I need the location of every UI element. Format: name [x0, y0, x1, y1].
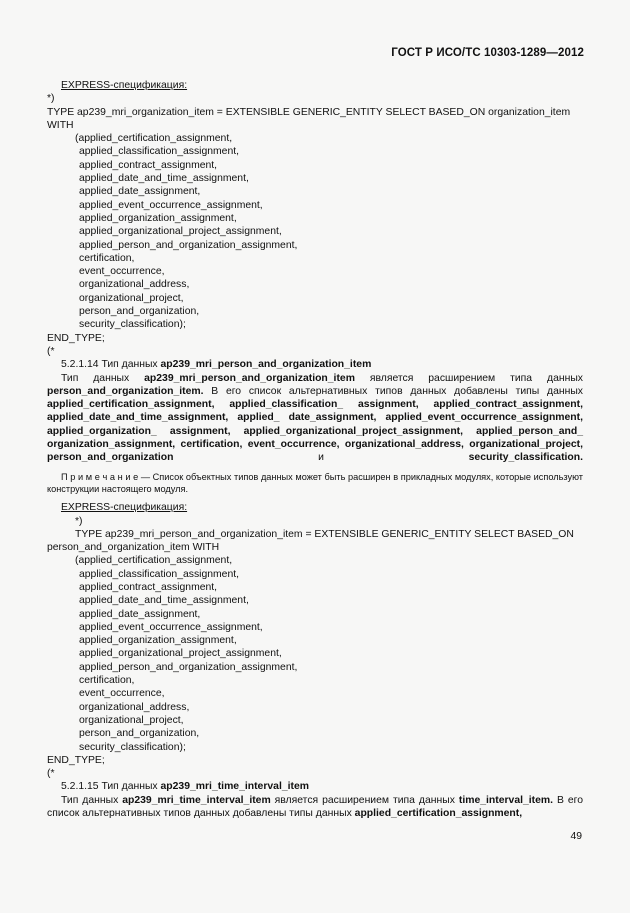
- comment-open: *): [47, 93, 55, 105]
- select-item: (applied_certification_assignment,: [75, 555, 233, 567]
- bold-term: applied_certification_assignment, applied_classification_ assignment, applied_contract_assignment, applied_date_and_time_assignment, applied_ date_assignment, applied_event_occurrence_assignment, applied_organization_ assignment, applied_organizational_project_assignment, applied_person_and_ organization_assignment, certification, event_occurrence, organizational_address, organizational_project, person_and_organization: [47, 399, 583, 464]
- select-item: organizational_project,: [79, 292, 184, 304]
- text-run: В его список альтернативных типов данных добавлены типы данных: [203, 385, 583, 397]
- section-paragraph: [47, 794, 583, 821]
- type-declaration-cont: WITH: [47, 119, 74, 131]
- select-item: event_occurrence,: [79, 266, 165, 278]
- select-item: person_and_organization,: [79, 728, 200, 740]
- type-declaration-cont: person_and_organization_item WITH: [47, 542, 220, 554]
- select-item: applied_date_and_time_assignment,: [79, 173, 249, 185]
- text-run: является расширением типа данных: [354, 372, 583, 384]
- bold-term: security_classification.: [468, 452, 583, 464]
- select-item: applied_person_and_organization_assignment,: [79, 661, 298, 673]
- select-item: certification,: [79, 675, 135, 687]
- bold-term: time_interval_item.: [458, 794, 554, 806]
- bold-term: ap239_mri_time_interval_item: [122, 794, 271, 806]
- type-declaration: TYPE ap239_mri_organization_item = EXTENSIBLE GENERIC_ENTITY SELECT BASED_ON organization_item: [47, 106, 571, 118]
- section-heading-name: ap239_mri_person_and_organization_item: [160, 359, 372, 371]
- section-heading: [47, 780, 583, 793]
- select-item: applied_contract_assignment,: [79, 581, 218, 593]
- end-type: END_TYPE;: [47, 754, 105, 766]
- comment-close: (*: [47, 768, 55, 780]
- select-item: applied_organization_assignment,: [79, 635, 237, 647]
- select-item: organizational_address,: [79, 701, 190, 713]
- select-item: certification,: [79, 252, 135, 264]
- select-item: applied_organizational_project_assignment,: [79, 226, 282, 238]
- section-heading-prefix: 5.2.1.15 Тип данных: [61, 781, 161, 793]
- select-item: applied_date_assignment,: [79, 608, 201, 620]
- select-item: applied_classification_assignment,: [79, 146, 239, 158]
- text-run: является расширением типа данных: [270, 794, 459, 806]
- select-item: security_classification);: [79, 741, 186, 753]
- section-paragraph: [47, 372, 583, 465]
- comment-close: (*: [47, 345, 55, 357]
- page-number: 49: [570, 831, 582, 842]
- note-paragraph: П р и м е ч а н и е — Список объектных типов данных может быть расширен в прикладных модулях, которые используют конструкции настоящего модуля.: [47, 471, 583, 494]
- select-item-list: [47, 554, 583, 753]
- express-spec-label: EXPRESS-спецификация:: [61, 80, 188, 91]
- bold-term: ap239_mri_person_and_organization_item: [144, 372, 355, 384]
- select-item: (applied_certification_assignment,: [75, 133, 233, 145]
- select-item: person_and_organization,: [79, 306, 200, 318]
- comment-open: *): [75, 515, 83, 527]
- section-heading-prefix: 5.2.1.14 Тип данных: [61, 359, 161, 371]
- text-run: В его список альтернативных типов данных добавлены типы данных: [47, 794, 584, 820]
- select-item: organizational_address,: [79, 279, 190, 291]
- select-item: applied_organization_assignment,: [79, 212, 237, 224]
- select-item: applied_date_and_time_assignment,: [79, 595, 249, 607]
- select-item-list: [47, 132, 583, 331]
- select-item: applied_event_occurrence_assignment,: [79, 621, 263, 633]
- express-spec-label: EXPRESS-спецификация:: [61, 502, 188, 514]
- text-run: Тип данных: [61, 372, 145, 384]
- section-heading: [47, 358, 583, 371]
- select-item: applied_event_occurrence_assignment,: [79, 199, 263, 211]
- select-item: applied_contract_assignment,: [79, 159, 218, 171]
- bold-term: applied_certification_assignment,: [354, 808, 523, 820]
- text-run: и: [173, 452, 469, 464]
- end-type: END_TYPE;: [47, 332, 105, 344]
- select-item: security_classification);: [79, 319, 186, 331]
- select-item: applied_classification_assignment,: [79, 568, 239, 580]
- select-item: applied_person_and_organization_assignment,: [79, 239, 298, 251]
- document-number: ГОСТ Р ИСО/ТС 10303-1289—2012: [391, 47, 584, 59]
- bold-term: person_and_organization_item.: [47, 385, 204, 397]
- select-item: applied_date_assignment,: [79, 186, 201, 198]
- section-heading-name: ap239_mri_time_interval_item: [160, 781, 309, 793]
- type-declaration: TYPE ap239_mri_person_and_organization_item = EXTENSIBLE GENERIC_ENTITY SELECT BASED_ON: [75, 528, 574, 540]
- page-content: [47, 79, 583, 820]
- select-item: organizational_project,: [79, 714, 184, 726]
- select-item: applied_organizational_project_assignment,: [79, 648, 282, 660]
- text-run: Тип данных: [61, 794, 123, 806]
- select-item: event_occurrence,: [79, 688, 165, 700]
